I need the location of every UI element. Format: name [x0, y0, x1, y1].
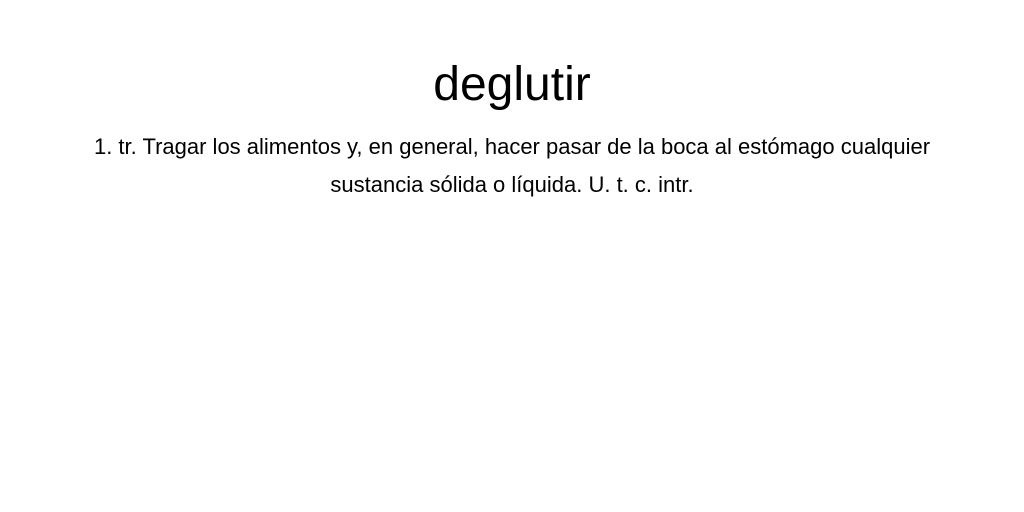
entry-definition: 1. tr. Tragar los alimentos y, en general, hacer pasar de la boca al estómago cualquier sustancia sólida o líquida. U. t. c. intr. [93, 134, 931, 197]
entry-word: deglutir [433, 58, 591, 111]
